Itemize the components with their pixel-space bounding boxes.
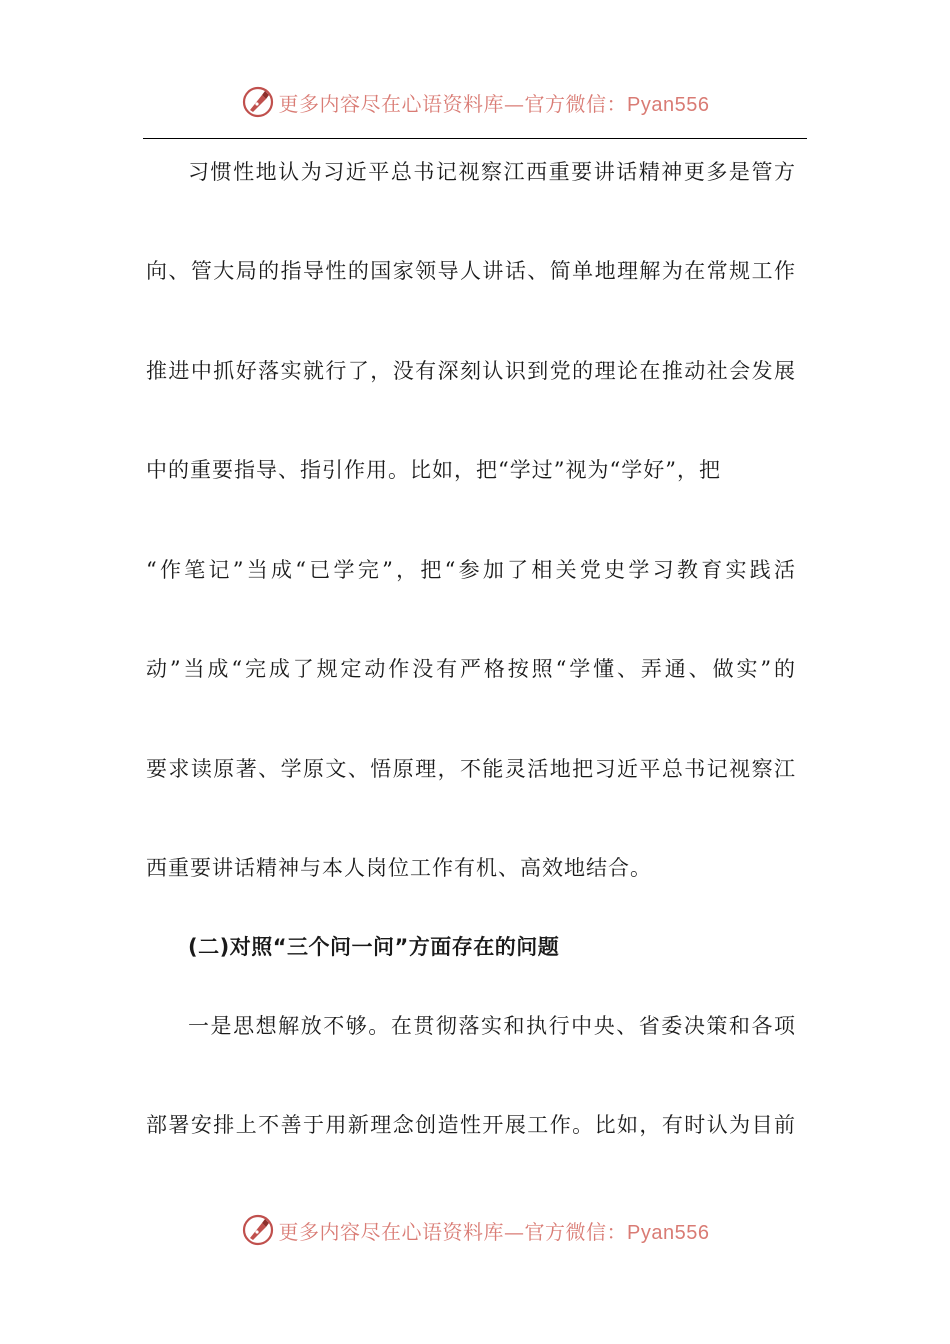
header-divider bbox=[143, 138, 807, 139]
body-line-1: 习惯性地认为习近平总书记视察江西重要讲话精神更多是管方 bbox=[188, 160, 796, 184]
section-heading: (二)对照“三个问一问”方面存在的问题 bbox=[188, 935, 560, 959]
pen-nib-logo-icon bbox=[241, 1213, 275, 1247]
body-line-8: 西重要讲话精神与本人岗位工作有机、高效地结合。 bbox=[146, 856, 652, 880]
body-line-5: “作笔记”当成“已学完”，把“参加了相关党史学习教育实践活 bbox=[146, 558, 796, 582]
header-banner bbox=[0, 80, 950, 124]
body-line-7: 要求读原著、学原文、悟原理，不能灵活地把习近平总书记视察江 bbox=[146, 757, 796, 781]
footer-banner-text bbox=[279, 1216, 710, 1245]
body-line-9: 一是思想解放不够。在贯彻落实和执行中央、省委决策和各项 bbox=[188, 1014, 796, 1038]
header-banner-text bbox=[279, 88, 710, 117]
footer-banner-wechat-id: Pyan556 bbox=[627, 1221, 710, 1244]
header-banner-wechat-id: Pyan556 bbox=[627, 93, 710, 116]
body-line-6: 动”当成“完成了规定动作没有严格按照“学懂、弄通、做实”的 bbox=[146, 657, 796, 681]
footer-banner-cn: 更多内容尽在心语资料库—官方微信： bbox=[278, 1219, 628, 1244]
pen-nib-logo-icon bbox=[241, 85, 275, 119]
body-line-4: 中的重要指导、指引作用。比如，把“学过”视为“学好”，把 bbox=[146, 458, 721, 482]
body-line-3: 推进中抓好落实就行了，没有深刻认识到党的理论在推动社会发展 bbox=[146, 359, 796, 383]
header-banner-cn: 更多内容尽在心语资料库—官方微信： bbox=[278, 91, 628, 116]
body-line-2: 向、管大局的指导性的国家领导人讲话、简单地理解为在常规工作 bbox=[146, 259, 796, 283]
footer-banner bbox=[0, 1208, 950, 1252]
body-line-10: 部署安排上不善于用新理念创造性开展工作。比如，有时认为目前 bbox=[146, 1113, 796, 1137]
